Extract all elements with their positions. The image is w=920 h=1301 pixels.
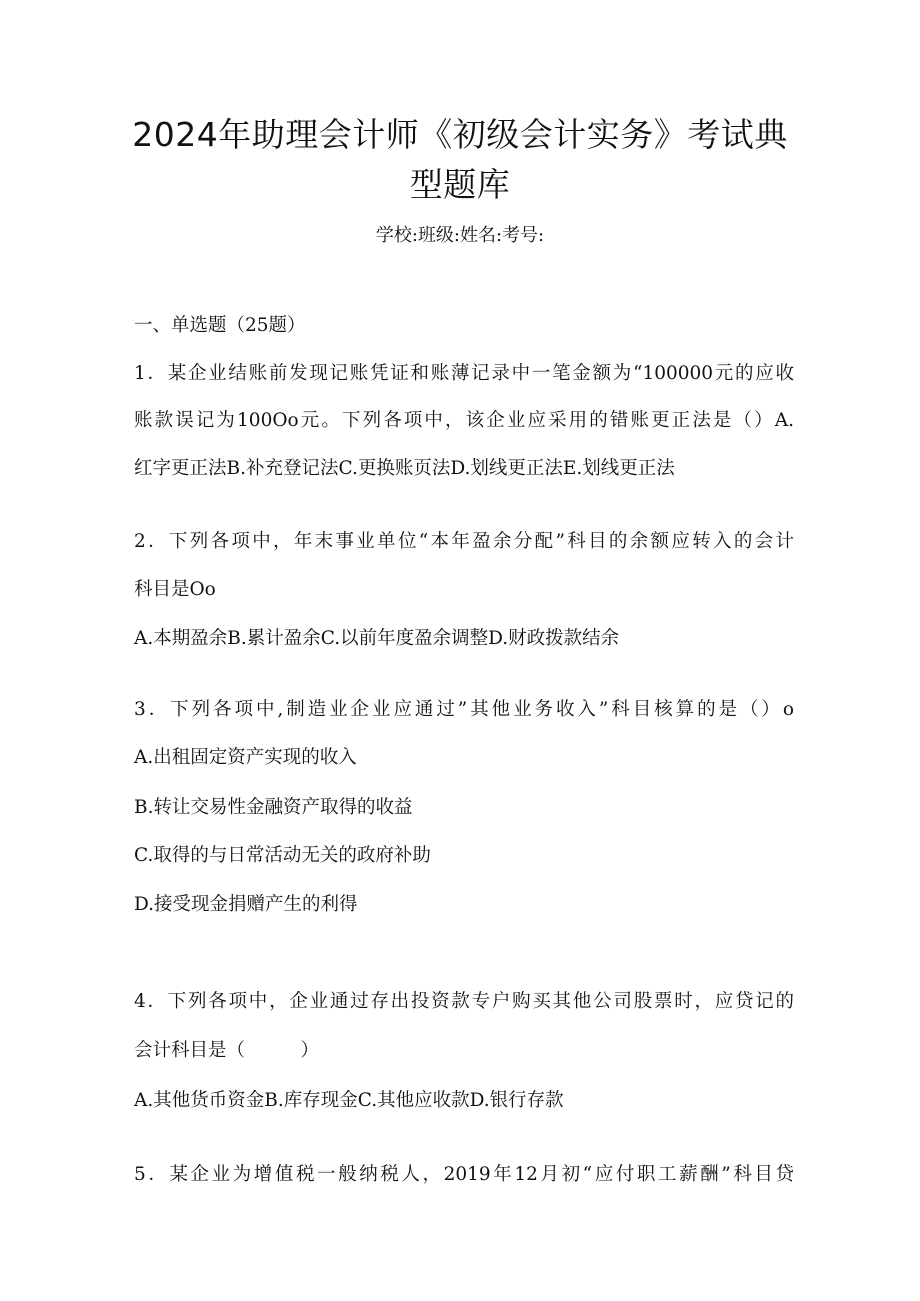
question-1-line-1: 1．某企业结账前发现记账凭证和账薄记录中一笔金额为“100000元的应收 [134,363,794,384]
question-2-options: A.本期盈余B.累计盈余C.以前年度盈余调整D.财政拨款结余 [134,628,620,649]
question-5-line-1: 5．某企业为增值税一般纳税人，2019年12月初“应付职工薪酬”科目贷 [134,1164,794,1185]
document-title-line-1: 2024年助理会计师《初级会计实务》考试典 [132,115,788,154]
question-3-option-d: D.接受现金捐赠产生的利得 [134,894,358,915]
question-3-stem: 3．下列各项中,制造业企业应通过”其他业务收入”科目核算的是（）o [134,699,794,720]
question-3-option-a: A.出租固定资产实现的收入 [134,747,357,768]
question-2-line-1: 2．下列各项中，年末事业单位“本年盈余分配”科目的余额应转入的会计 [134,531,794,552]
question-4-line-2: 会计科目是（ ） [134,1040,320,1061]
question-4-options: A.其他货币资金B.库存现金C.其他应收款D.银行存款 [134,1090,564,1111]
student-info-line: 学校:班级:姓名:考号: [375,225,545,246]
document-title-line-2: 型题库 [409,165,511,204]
question-1-line-2: 账款误记为100Oo元。下列各项中，该企业应采用的错账更正法是（）A. [134,410,794,431]
question-3-option-c: C.取得的与日常活动无关的政府补助 [134,845,431,866]
question-1-line-3: 红字更正法B.补充登记法C.更换账页法D.划线更正法E.划线更正法 [134,458,675,479]
section-heading: 一、单选题（25题） [134,315,306,336]
question-4-line-1: 4．下列各项中，企业通过存出投资款专户购买其他公司股票时，应贷记的 [134,991,794,1012]
question-3-option-b: B.转让交易性金融资产取得的收益 [134,797,413,818]
question-2-line-2: 科目是Oo [134,579,216,600]
